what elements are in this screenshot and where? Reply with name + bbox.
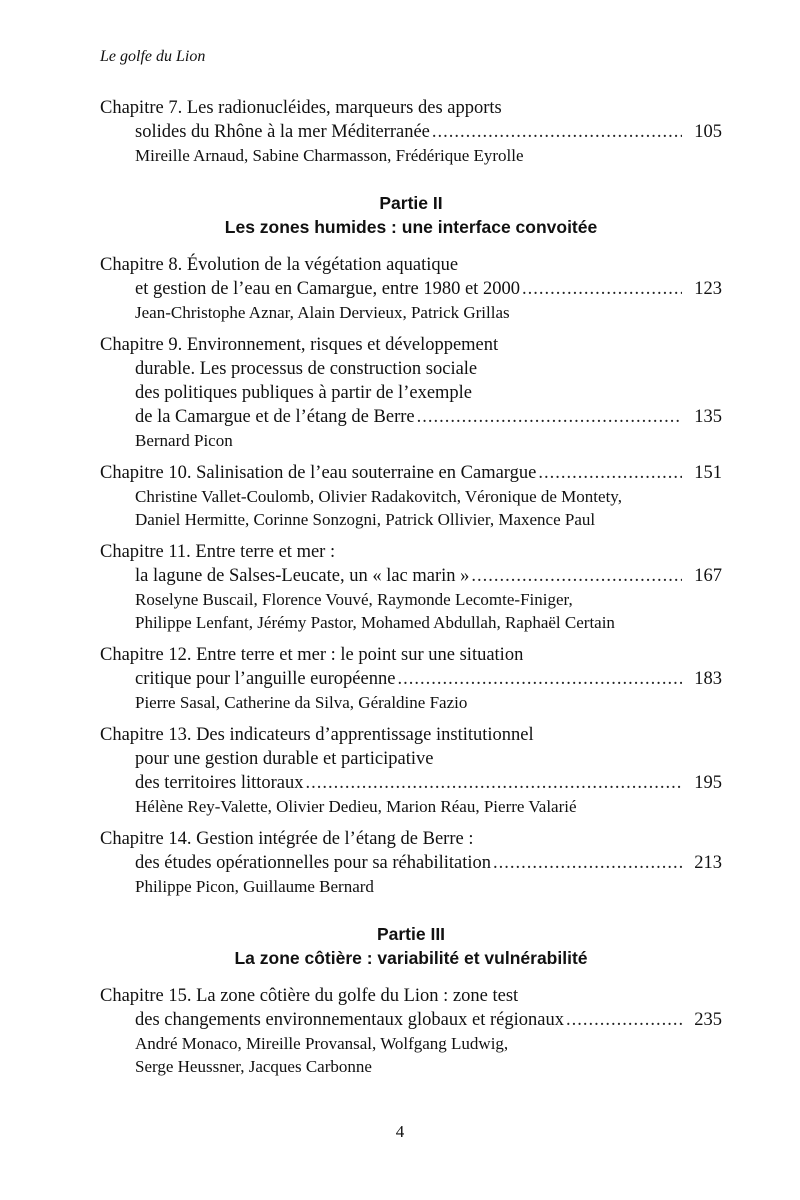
chapter-title-line bbox=[100, 643, 722, 667]
part-heading bbox=[100, 922, 722, 970]
toc-entry bbox=[100, 643, 722, 714]
dot-leader bbox=[397, 667, 682, 691]
chapter-authors: Hélène Rey-Valette, Olivier Dedieu, Marion Réau, Pierre Valarié bbox=[135, 797, 577, 816]
chapter-page-number: 183 bbox=[694, 669, 722, 689]
chapter-page-number: 151 bbox=[694, 463, 722, 483]
chapter-title-text: Chapitre 11. Entre terre et mer : bbox=[100, 542, 336, 562]
chapter-title-line bbox=[100, 277, 722, 301]
dot-leader bbox=[471, 564, 682, 588]
chapter-title-line bbox=[100, 667, 722, 691]
chapter-title-text: Chapitre 9. Environnement, risques et développement bbox=[100, 335, 499, 355]
chapter-authors: Philippe Picon, Guillaume Bernard bbox=[135, 877, 374, 896]
chapter-title-line bbox=[100, 253, 722, 277]
dot-leader bbox=[493, 851, 682, 875]
chapter-title-text: pour une gestion durable et participative bbox=[135, 749, 434, 769]
chapter-page-number: 135 bbox=[694, 407, 722, 427]
chapter-title-text: Chapitre 8. Évolution de la végétation aquatique bbox=[100, 255, 459, 275]
chapter-title-line bbox=[100, 1008, 722, 1032]
toc-entry bbox=[100, 253, 722, 324]
dot-leader bbox=[432, 120, 682, 144]
chapter-title-line bbox=[100, 723, 722, 747]
chapter-page-number: 195 bbox=[694, 773, 722, 793]
chapter-page-number: 123 bbox=[694, 279, 722, 299]
chapter-page-number: 235 bbox=[694, 1010, 722, 1030]
chapter-title-text: solides du Rhône à la mer Méditerranée bbox=[135, 122, 430, 142]
chapter-authors: Pierre Sasal, Catherine da Silva, Géraldine Fazio bbox=[135, 693, 468, 712]
dot-leader bbox=[566, 1008, 682, 1032]
chapter-title-text: la lagune de Salses-Leucate, un « lac marin » bbox=[135, 566, 470, 586]
part-number: Partie III bbox=[376, 924, 446, 944]
chapter-title-line bbox=[100, 851, 722, 875]
dot-leader bbox=[306, 771, 682, 795]
table-of-contents bbox=[100, 96, 722, 1087]
toc-entry bbox=[100, 461, 722, 531]
chapter-title-line bbox=[100, 405, 722, 429]
chapter-title-text: des études opérationnelles pour sa réhabilitation bbox=[135, 853, 492, 873]
chapter-page-number: 167 bbox=[694, 566, 722, 586]
toc-entry bbox=[100, 540, 722, 634]
toc-entry bbox=[100, 984, 722, 1078]
chapter-title-text: Chapitre 15. La zone côtière du golfe du Lion : zone test bbox=[100, 986, 519, 1006]
chapter-title-text: Chapitre 12. Entre terre et mer : le point sur une situation bbox=[100, 645, 524, 665]
dot-leader bbox=[538, 461, 682, 485]
chapter-title-text: de la Camargue et de l’étang de Berre bbox=[135, 407, 415, 427]
chapter-title-line bbox=[100, 357, 722, 381]
chapter-title-text: Chapitre 10. Salinisation de l’eau souterraine en Camargue bbox=[100, 463, 537, 483]
chapter-title-line bbox=[100, 120, 722, 144]
chapter-title-line bbox=[100, 381, 722, 405]
dot-leader bbox=[417, 405, 682, 429]
part-title: La zone côtière : variabilité et vulnérabilité bbox=[234, 948, 588, 968]
toc-entry bbox=[100, 333, 722, 452]
chapter-authors: André Monaco, Mireille Provansal, Wolfgang Ludwig, bbox=[135, 1034, 509, 1053]
chapter-authors: Bernard Picon bbox=[135, 431, 233, 450]
chapter-title-text: Chapitre 13. Des indicateurs d’apprentissage institutionnel bbox=[100, 725, 534, 745]
chapter-title-line bbox=[100, 333, 722, 357]
page-number: 4 bbox=[395, 1122, 405, 1141]
chapter-authors: Philippe Lenfant, Jérémy Pastor, Mohamed Abdullah, Raphaël Certain bbox=[135, 613, 615, 632]
chapter-title-line bbox=[100, 540, 722, 564]
part-number: Partie II bbox=[379, 193, 443, 213]
chapter-title-text: des politiques publiques à partir de l’exemple bbox=[135, 383, 473, 403]
dot-leader bbox=[522, 277, 682, 301]
chapter-title-text: Chapitre 7. Les radionucléides, marqueurs des apports bbox=[100, 98, 502, 118]
chapter-authors: Jean-Christophe Aznar, Alain Dervieux, Patrick Grillas bbox=[135, 303, 510, 322]
chapter-title-text: critique pour l’anguille européenne bbox=[135, 669, 396, 689]
chapter-title-text: des changements environnementaux globaux et régionaux bbox=[135, 1010, 564, 1030]
chapter-title-text: durable. Les processus de construction sociale bbox=[135, 359, 478, 379]
chapter-title-text: des territoires littoraux bbox=[135, 773, 304, 793]
chapter-title-line bbox=[100, 564, 722, 588]
chapter-title-line bbox=[100, 984, 722, 1008]
part-title: Les zones humides : une interface convoitée bbox=[224, 217, 598, 237]
chapter-authors: Serge Heussner, Jacques Carbonne bbox=[135, 1057, 372, 1076]
chapter-title-text: Chapitre 14. Gestion intégrée de l’étang de Berre : bbox=[100, 829, 474, 849]
toc-entry bbox=[100, 96, 722, 167]
part-heading bbox=[100, 191, 722, 239]
running-head: Le golfe du Lion bbox=[100, 48, 206, 65]
chapter-title-line bbox=[100, 827, 722, 851]
chapter-title-text: et gestion de l’eau en Camargue, entre 1980 et 2000 bbox=[135, 279, 520, 299]
toc-entry bbox=[100, 827, 722, 898]
toc-entry bbox=[100, 723, 722, 818]
chapter-authors: Roselyne Buscail, Florence Vouvé, Raymonde Lecomte-Finiger, bbox=[135, 590, 573, 609]
chapter-page-number: 213 bbox=[694, 853, 722, 873]
chapter-page-number: 105 bbox=[694, 122, 722, 142]
chapter-title-line bbox=[100, 771, 722, 795]
chapter-authors: Christine Vallet-Coulomb, Olivier Radakovitch, Véronique de Montety, bbox=[135, 487, 622, 506]
chapter-title-line bbox=[100, 461, 722, 485]
chapter-authors: Daniel Hermitte, Corinne Sonzogni, Patrick Ollivier, Maxence Paul bbox=[135, 510, 596, 529]
chapter-authors: Mireille Arnaud, Sabine Charmasson, Frédérique Eyrolle bbox=[135, 146, 524, 165]
chapter-title-line bbox=[100, 747, 722, 771]
chapter-title-line bbox=[100, 96, 722, 120]
